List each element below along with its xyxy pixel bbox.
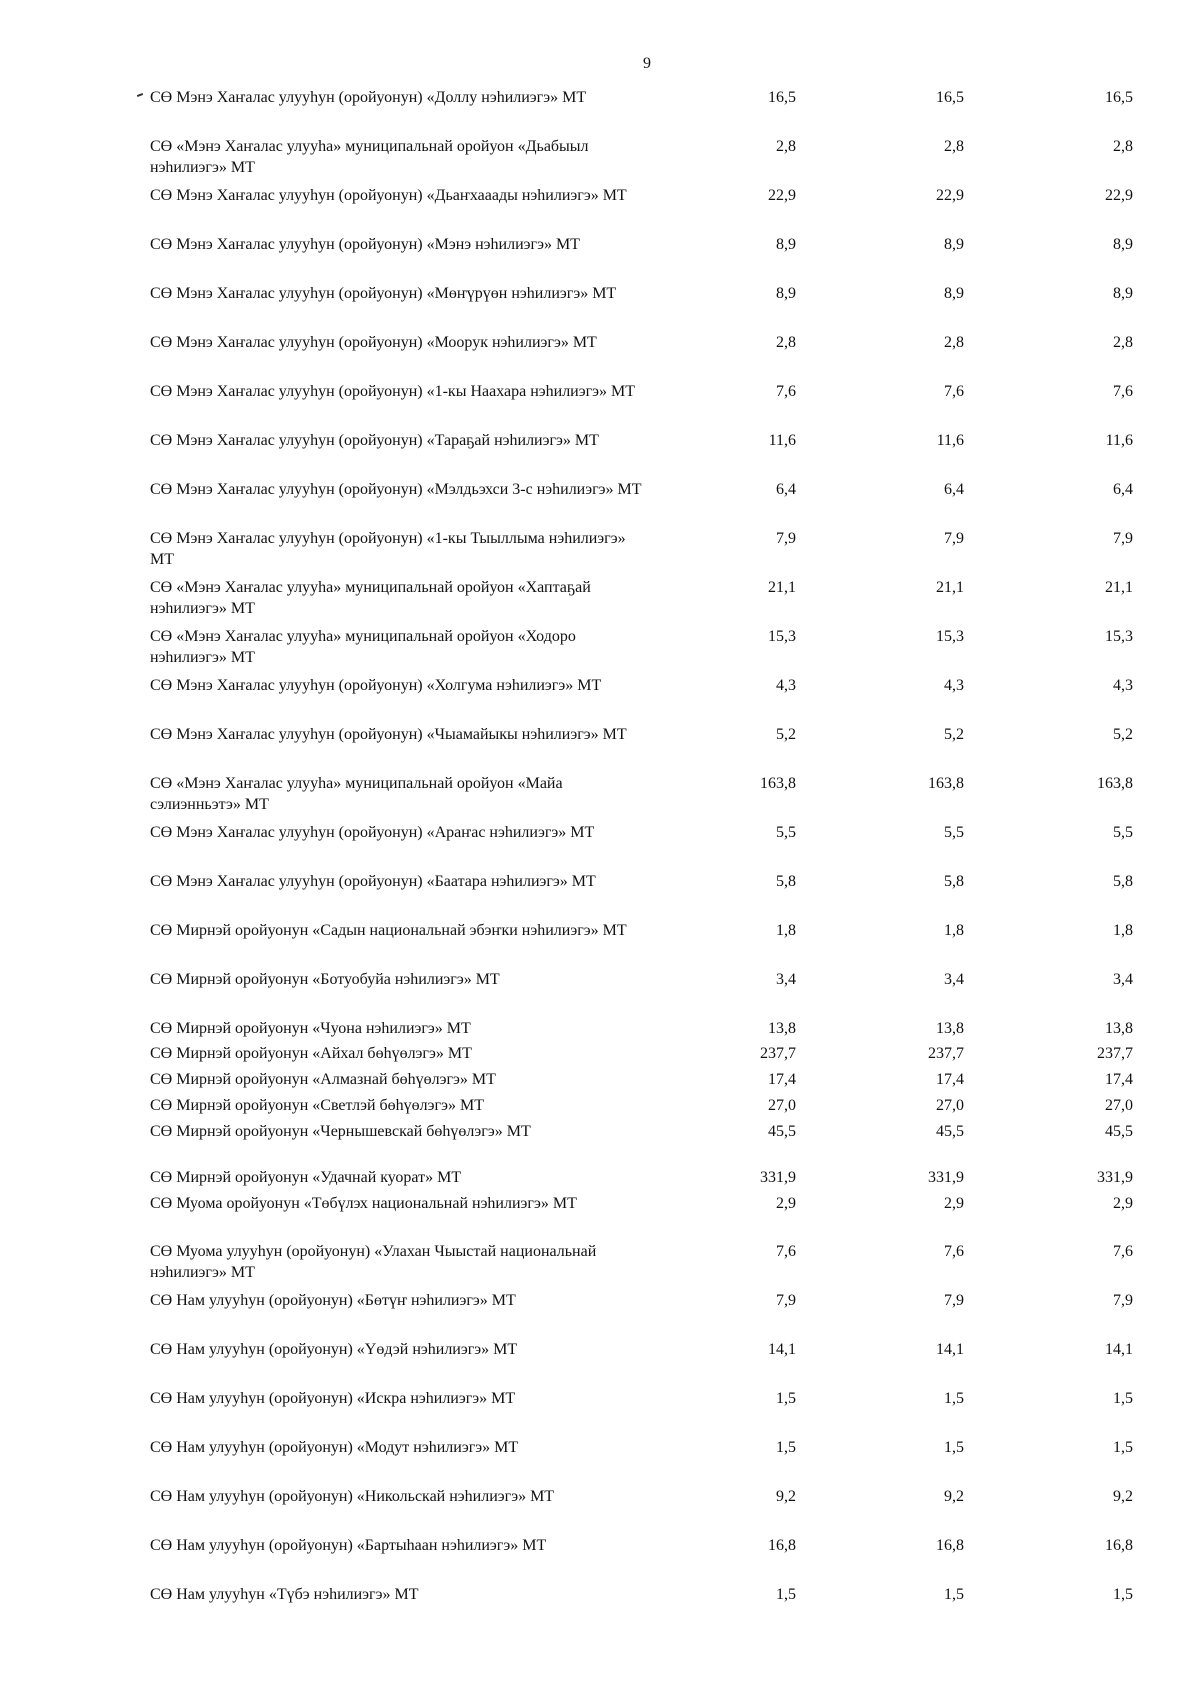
- row-value-2: 8,9: [944, 236, 964, 253]
- margin-mark: [137, 93, 143, 97]
- row-label: СӨ Нам улууһун (оройуонун) «Искра нэһилиэгэ» МТ: [150, 1390, 516, 1407]
- row-value-2: 7,9: [944, 530, 964, 547]
- row-value-1: 8,9: [776, 236, 796, 253]
- row-value-3: 5,5: [1113, 824, 1133, 841]
- row-value-1: 1,5: [776, 1586, 796, 1603]
- row-label: СӨ Мирнэй оройуонун «Чернышевскай бөһүөлэгэ» МТ: [150, 1123, 531, 1140]
- row-label: СӨ Мирнэй оройуонун «Садын национальнай эбэҥки нэһилиэгэ» МТ: [150, 922, 627, 939]
- row-value-3: 5,2: [1113, 726, 1133, 743]
- row-value-3: 8,9: [1113, 285, 1133, 302]
- row-value-1: 14,1: [768, 1341, 796, 1358]
- row-value-3: 7,6: [1113, 383, 1133, 400]
- row-label: СӨ Мэнэ Хаҥалас улууһун (оройуонун) «Чыамайыкы нэһилиэгэ» МТ: [150, 726, 627, 743]
- row-value-3: 6,4: [1113, 481, 1133, 498]
- page-number: 9: [643, 55, 651, 72]
- row-value-2: 3,4: [944, 971, 964, 988]
- row-value-3: 4,3: [1113, 677, 1133, 694]
- row-value-1: 11,6: [768, 432, 796, 449]
- row-value-3: 17,4: [1105, 1071, 1133, 1088]
- row-value-3: 7,6: [1113, 1243, 1133, 1260]
- row-value-1: 16,5: [768, 89, 796, 106]
- row-value-2: 331,9: [928, 1169, 964, 1186]
- row-label: СӨ Мирнэй оройуонун «Чуона нэһилиэгэ» МТ: [150, 1020, 471, 1037]
- row-label: СӨ Нам улууһун (оройуонун) «Никольскай нэһилиэгэ» МТ: [150, 1488, 555, 1505]
- row-label: СӨ Мэнэ Хаҥалас улууһун (оройуонун) «Баатара нэһилиэгэ» МТ: [150, 873, 596, 890]
- row-label: СӨ Мирнэй оройуонун «Айхал бөһүөлэгэ» МТ: [150, 1045, 472, 1062]
- row-value-1: 16,8: [768, 1537, 796, 1554]
- row-value-1: 22,9: [768, 187, 796, 204]
- row-value-1: 7,9: [776, 530, 796, 547]
- row-value-1: 2,8: [776, 334, 796, 351]
- row-value-1: 2,8: [776, 138, 796, 155]
- row-value-2: 11,6: [936, 432, 964, 449]
- row-value-3: 14,1: [1105, 1341, 1133, 1358]
- row-value-1: 1,5: [776, 1390, 796, 1407]
- row-value-2: 1,5: [944, 1439, 964, 1456]
- row-label: СӨ Мирнэй оройуонун «Алмазнай бөһүөлэгэ» МТ: [150, 1071, 496, 1088]
- row-value-3: 2,8: [1113, 138, 1133, 155]
- row-value-3: 5,8: [1113, 873, 1133, 890]
- row-label: СӨ Нам улууһун (оройуонун) «Модут нэһилиэгэ» МТ: [150, 1439, 519, 1456]
- row-label: СӨ Мэнэ Хаҥалас улууһун (оройуонун) «Тараҕай нэһилиэгэ» МТ: [150, 432, 599, 449]
- row-value-2: 7,9: [944, 1292, 964, 1309]
- row-value-1: 1,5: [776, 1439, 796, 1456]
- row-label: СӨ Нам улууһун (оройуонун) «Бартыһаан нэһилиэгэ» МТ: [150, 1537, 547, 1554]
- row-value-3: 7,9: [1113, 1292, 1133, 1309]
- row-value-2: 45,5: [936, 1123, 964, 1140]
- row-value-2: 5,5: [944, 824, 964, 841]
- row-label: СӨ Мэнэ Хаҥалас улууһун (оройуонун) «1-кы Наахара нэһилиэгэ» МТ: [150, 383, 636, 400]
- row-value-2: 4,3: [944, 677, 964, 694]
- row-value-2: 27,0: [936, 1097, 964, 1114]
- row-value-2: 16,5: [936, 89, 964, 106]
- row-value-2: 13,8: [936, 1020, 964, 1037]
- row-label: СӨ Мирнэй оройуонун «Удачнай куорат» МТ: [150, 1169, 462, 1186]
- row-value-3: 2,9: [1113, 1195, 1133, 1212]
- row-value-3: 1,5: [1113, 1586, 1133, 1603]
- row-value-2: 1,5: [944, 1390, 964, 1407]
- row-value-3: 7,9: [1113, 530, 1133, 547]
- row-value-2: 17,4: [936, 1071, 964, 1088]
- row-value-1: 3,4: [776, 971, 796, 988]
- row-value-3: 13,8: [1105, 1020, 1133, 1037]
- row-value-3: 1,8: [1113, 922, 1133, 939]
- row-value-2: 1,5: [944, 1586, 964, 1603]
- row-value-2: 6,4: [944, 481, 964, 498]
- row-value-3: 331,9: [1097, 1169, 1133, 1186]
- row-value-3: 1,5: [1113, 1390, 1133, 1407]
- row-label: СӨ Муома улууһун (оройуонун) «Улахан Чыыстай национальнай нэһилиэгэ» МТ: [150, 1243, 597, 1281]
- row-label: СӨ Мэнэ Хаҥалас улууһун (оройуонун) «Моорук нэһилиэгэ» МТ: [150, 334, 597, 351]
- row-value-1: 5,5: [776, 824, 796, 841]
- row-value-1: 5,8: [776, 873, 796, 890]
- row-label: СӨ «Мэнэ Хаҥалас улууһа» муниципальнай оройуон «Хаптаҕай нэһилиэгэ» МТ: [150, 579, 591, 617]
- row-value-2: 16,8: [936, 1537, 964, 1554]
- row-value-1: 13,8: [768, 1020, 796, 1037]
- row-label: СӨ Муома оройуонун «Төбүлэх национальнай нэһилиэгэ» МТ: [150, 1195, 577, 1212]
- row-value-3: 2,8: [1113, 334, 1133, 351]
- row-value-2: 8,9: [944, 285, 964, 302]
- row-label: СӨ Мэнэ Хаҥалас улууһун (оройуонун) «Доллу нэһилиэгэ» МТ: [150, 89, 587, 106]
- row-label: СӨ Нам улууһун «Түбэ нэһилиэгэ» МТ: [150, 1586, 419, 1603]
- row-value-3: 45,5: [1105, 1123, 1133, 1140]
- row-label: СӨ Нам улууһун (оройуонун) «Бөтүҥ нэһилиэгэ» МТ: [150, 1292, 516, 1309]
- row-value-2: 237,7: [928, 1045, 964, 1062]
- row-value-1: 27,0: [768, 1097, 796, 1114]
- row-value-1: 5,2: [776, 726, 796, 743]
- row-value-1: 8,9: [776, 285, 796, 302]
- row-value-1: 331,9: [760, 1169, 796, 1186]
- row-label: СӨ Мирнэй оройуонун «Ботуобуйа нэһилиэгэ» МТ: [150, 971, 500, 988]
- row-value-3: 15,3: [1105, 628, 1133, 645]
- row-label: СӨ Мэнэ Хаҥалас улууһун (оройуонун) «1-кы Тыыллыма нэһилиэгэ» МТ: [150, 530, 626, 568]
- row-value-1: 9,2: [776, 1488, 796, 1505]
- row-value-3: 27,0: [1105, 1097, 1133, 1114]
- row-value-1: 4,3: [776, 677, 796, 694]
- row-value-2: 2,8: [944, 334, 964, 351]
- row-value-2: 22,9: [936, 187, 964, 204]
- row-value-1: 7,6: [776, 1243, 796, 1260]
- row-value-3: 9,2: [1113, 1488, 1133, 1505]
- row-value-2: 163,8: [928, 775, 964, 792]
- row-label: СӨ Мирнэй оройуонун «Светлэй бөһүөлэгэ» МТ: [150, 1097, 484, 1114]
- row-label: СӨ «Мэнэ Хаҥалас улууһа» муниципальнай оройуон «Ходоро нэһилиэгэ» МТ: [150, 628, 576, 666]
- row-value-1: 7,6: [776, 383, 796, 400]
- row-value-3: 22,9: [1105, 187, 1133, 204]
- row-value-3: 11,6: [1105, 432, 1133, 449]
- row-value-3: 163,8: [1097, 775, 1133, 792]
- row-label: СӨ Мэнэ Хаҥалас улууһун (оройуонун) «Мөҥүрүөн нэһилиэгэ» МТ: [150, 285, 617, 302]
- row-value-2: 1,8: [944, 922, 964, 939]
- row-value-3: 16,8: [1105, 1537, 1133, 1554]
- row-label: СӨ Мэнэ Хаҥалас улууһун (оройуонун) «Холгума нэһилиэгэ» МТ: [150, 677, 602, 694]
- row-label: СӨ Мэнэ Хаҥалас улууһун (оройуонун) «Дьаҥхааады нэһилиэгэ» МТ: [150, 187, 627, 204]
- row-value-3: 8,9: [1113, 236, 1133, 253]
- row-label: СӨ Мэнэ Хаҥалас улууһун (оройуонун) «Араҥас нэһилиэгэ» МТ: [150, 824, 595, 841]
- row-label: СӨ «Мэнэ Хаҥалас улууһа» муниципальнай оройуон «Дьабыыл нэһилиэгэ» МТ: [150, 138, 589, 176]
- row-value-3: 1,5: [1113, 1439, 1133, 1456]
- row-label: СӨ Мэнэ Хаҥалас улууһун (оройуонун) «Мэнэ нэһилиэгэ» МТ: [150, 236, 580, 253]
- row-value-2: 9,2: [944, 1488, 964, 1505]
- row-value-2: 5,2: [944, 726, 964, 743]
- row-value-1: 45,5: [768, 1123, 796, 1140]
- row-label: СӨ Нам улууһун (оройуонун) «Үөдэй нэһилиэгэ» МТ: [150, 1341, 518, 1358]
- row-value-2: 14,1: [936, 1341, 964, 1358]
- row-value-3: 237,7: [1097, 1045, 1133, 1062]
- row-value-1: 21,1: [768, 579, 796, 596]
- row-value-1: 15,3: [768, 628, 796, 645]
- row-value-1: 163,8: [760, 775, 796, 792]
- row-value-3: 21,1: [1105, 579, 1133, 596]
- row-value-2: 7,6: [944, 383, 964, 400]
- row-value-2: 2,9: [944, 1195, 964, 1212]
- row-value-2: 7,6: [944, 1243, 964, 1260]
- row-label: СӨ «Мэнэ Хаҥалас улууһа» муниципальнай оройуон «Майа сэлиэнньэтэ» МТ: [150, 775, 563, 813]
- row-value-1: 237,7: [760, 1045, 796, 1062]
- row-label: СӨ Мэнэ Хаҥалас улууһун (оройуонун) «Мэлдьэхси 3-с нэһилиэгэ» МТ: [150, 481, 642, 498]
- row-value-2: 5,8: [944, 873, 964, 890]
- row-value-3: 16,5: [1105, 89, 1133, 106]
- row-value-2: 21,1: [936, 579, 964, 596]
- row-value-2: 15,3: [936, 628, 964, 645]
- row-value-1: 6,4: [776, 481, 796, 498]
- row-value-1: 17,4: [768, 1071, 796, 1088]
- row-value-2: 2,8: [944, 138, 964, 155]
- row-value-1: 1,8: [776, 922, 796, 939]
- row-value-1: 2,9: [776, 1195, 796, 1212]
- row-value-1: 7,9: [776, 1292, 796, 1309]
- row-value-3: 3,4: [1113, 971, 1133, 988]
